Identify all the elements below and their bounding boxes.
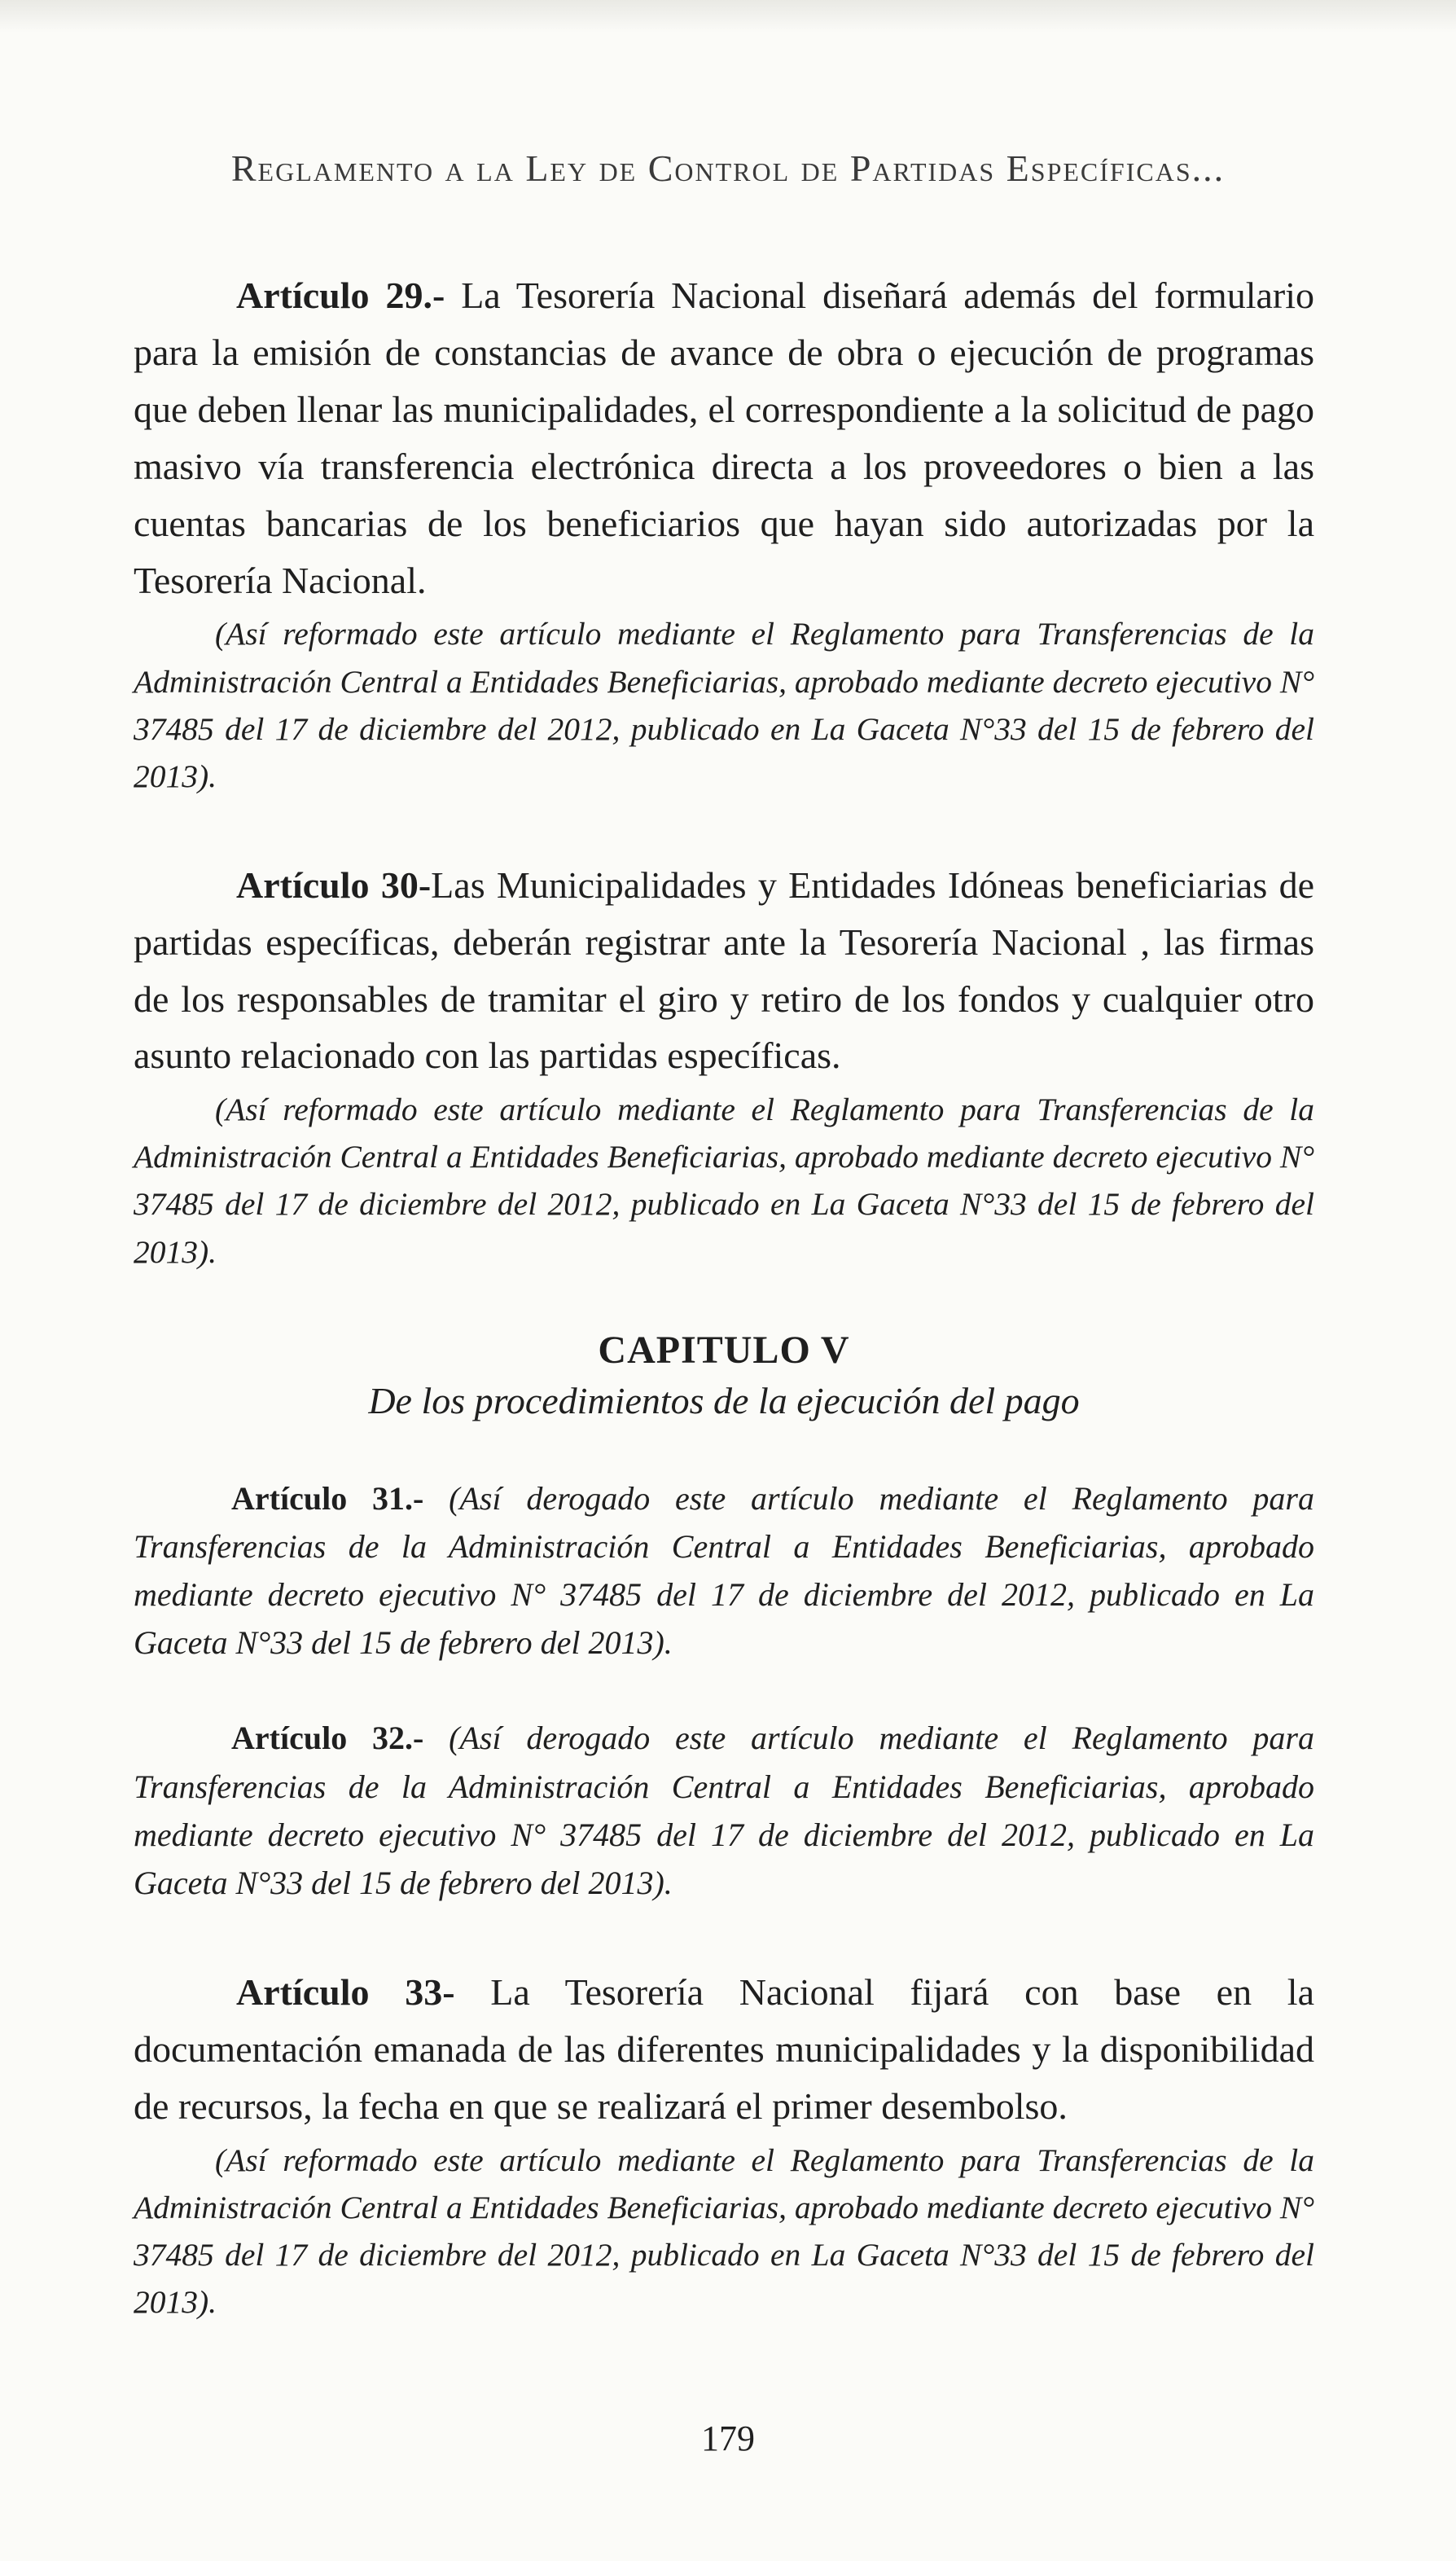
article-31-body: [134, 1474, 1314, 1667]
article-30-text: Las Municipalidades y Entidades Idóneas beneficiarias de partidas específicas, deberán registrar ante la Tesorería Nacional , las firmas de los responsables de tramitar el giro y retiro de los fondos y cualquier otro asunto relacionado con las partidas específicas.: [134, 863, 1314, 1077]
article-33-reform-note: (Así reformado este artículo mediante el Reglamento para Transferencias de la Administración Central a Entidades Beneficiarias, aprobado mediante decreto ejecutivo N° 37485 del 17 de diciembre del 2012, publicado en La Gaceta N°33 del 15 de febrero del 2013).: [134, 2141, 1314, 2320]
article-31: [134, 1474, 1314, 1667]
page-number: 179: [701, 2418, 755, 2458]
article-30-body: [134, 857, 1314, 1085]
article-29-body: [134, 267, 1314, 608]
article-29-label: Artículo 29.-: [236, 275, 445, 316]
article-33-text: La Tesorería Nacional fijará con base en la documentación emanada de las diferentes municipalidades y la disponibilidad de recursos, la fecha en que se realizará el primer desembolso.: [134, 1971, 1314, 2127]
article-30-reform-note: (Así reformado este artículo mediante el Reglamento para Transferencias de la Administración Central a Entidades Beneficiarias, aprobado mediante decreto ejecutivo N° 37485 del 17 de diciembre del 2012, publicado en La Gaceta N°33 del 15 de febrero del 2013).: [134, 1092, 1314, 1270]
article-29: [134, 267, 1314, 800]
article-32-derogation-note: (Así derogado este artículo mediante el Reglamento para Transferencias de la Administración Central a Entidades Beneficiarias, aprobado mediante decreto ejecutivo N° 37485 del 17 de diciembre del 2012, publicado en La Gaceta N°33 del 15 de febrero del 2013).: [134, 1720, 1314, 1901]
article-33: [134, 1964, 1314, 2326]
chapter-title: CAPITULO V: [598, 1328, 850, 1372]
article-30-label: Artículo 30-: [236, 863, 432, 906]
page-edge-shadow: [0, 0, 1456, 33]
article-32: [134, 1714, 1314, 1907]
article-33-label: Artículo 33-: [236, 1971, 455, 2014]
chapter-subtitle: De los procedimientos de la ejecución del pago: [368, 1379, 1080, 1421]
page-content: [134, 267, 1314, 2326]
article-29-reform-note: (Así reformado este artículo mediante el Reglamento para Transferencias de la Administración Central a Entidades Beneficiarias, aprobado mediante decreto ejecutivo N° 37485 del 17 de diciembre del 2012, publicado en La Gaceta N°33 del 15 de febrero del 2013).: [134, 616, 1314, 794]
article-32-body: [134, 1714, 1314, 1907]
article-29-text: La Tesorería Nacional diseñará además del formulario para la emisión de constancias de avance de obra o ejecución de programas que deben llenar las municipalidades, el correspondiente a la solicitud de pago masivo vía transferencia electrónica directa a los proveedores o bien a las cuentas bancarias de los beneficiarios que hayan sido autorizadas por la Tesorería Nacional.: [134, 275, 1314, 601]
running-header: Reglamento a la Ley de Control de Partidas Específicas...: [230, 147, 1226, 189]
article-31-derogation-note: (Así derogado este artículo mediante el Reglamento para Transferencias de la Administración Central a Entidades Beneficiarias, aprobado mediante decreto ejecutivo N° 37485 del 17 de diciembre del 2012, publicado en La Gaceta N°33 del 15 de febrero del 2013).: [134, 1479, 1314, 1662]
article-30: [134, 857, 1314, 1276]
article-33-body: [134, 1964, 1314, 2135]
article-32-label: Artículo 32.-: [231, 1720, 424, 1757]
article-31-label: Artículo 31.-: [231, 1479, 424, 1517]
